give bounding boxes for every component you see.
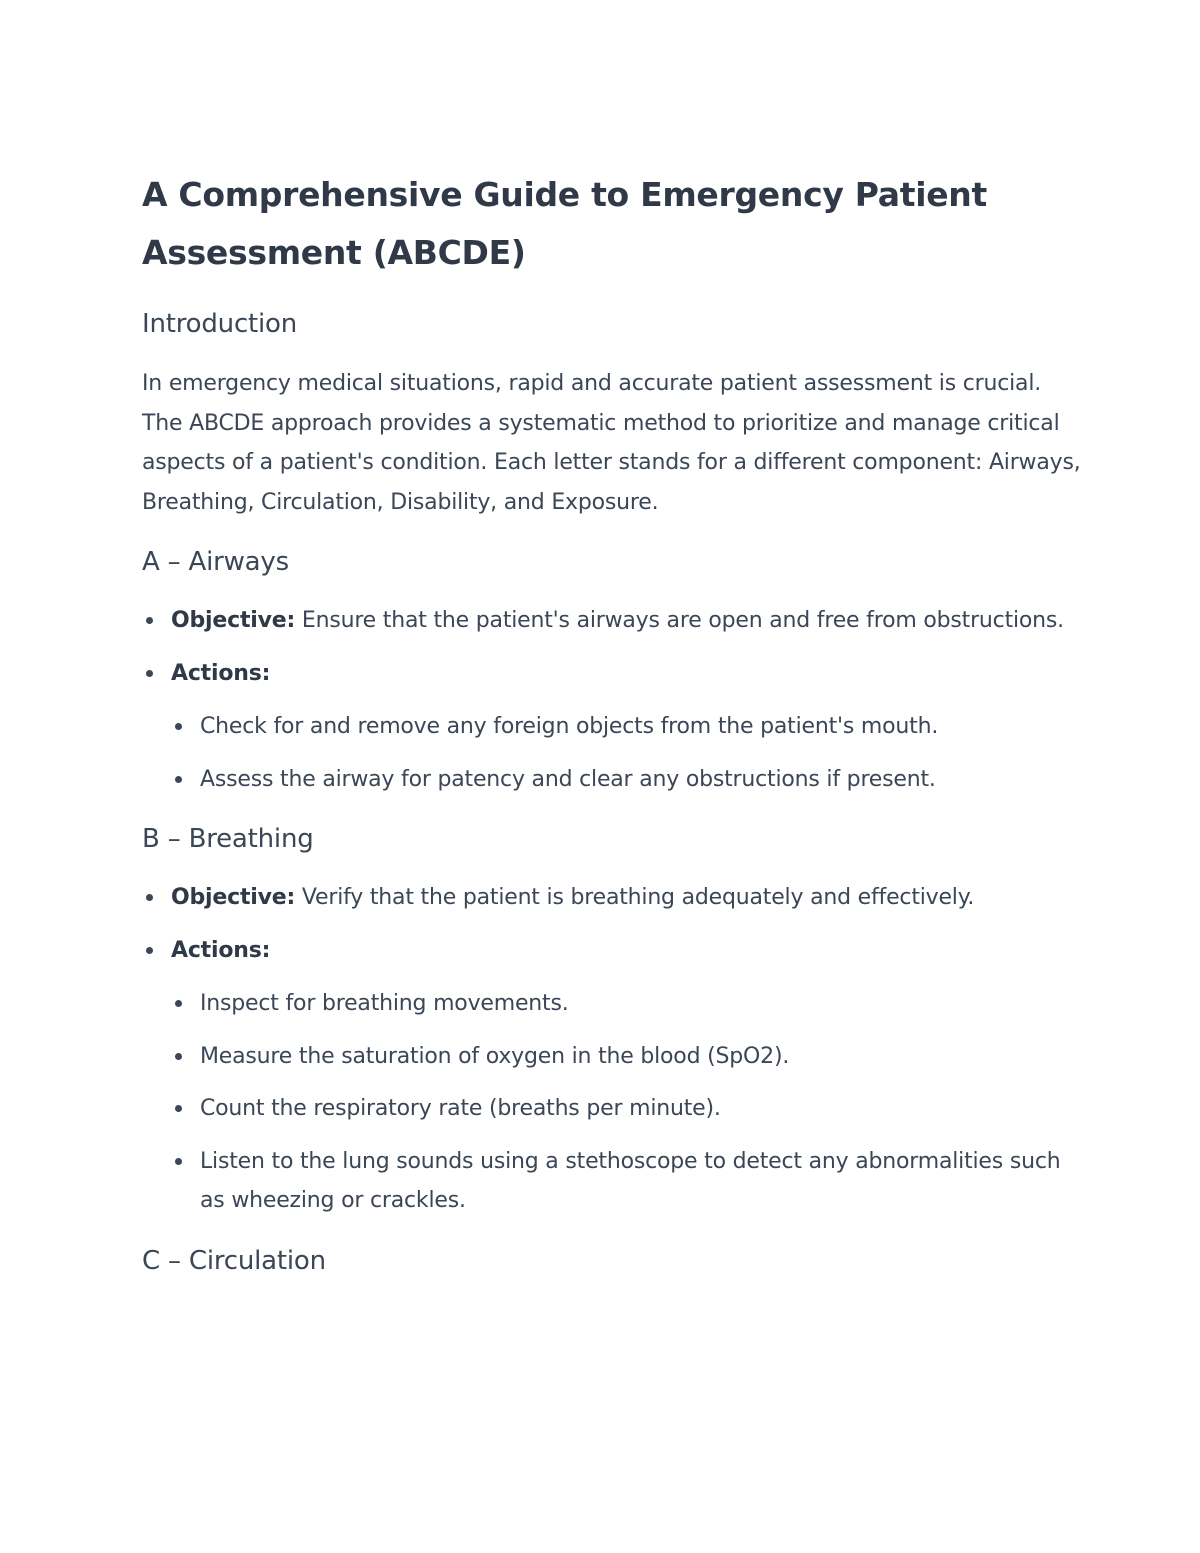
airways-action-item: Assess the airway for patency and clear any obstructions if present.: [171, 760, 1082, 800]
airways-objective-text: Ensure that the patient's airways are open and free from obstructions.: [295, 608, 1064, 633]
airways-objective-item: [142, 601, 1082, 641]
breathing-objective-item: [142, 878, 1082, 918]
breathing-objective-label: Objective:: [171, 885, 296, 910]
breathing-list: [142, 878, 1082, 1221]
breathing-action-item: Count the respiratory rate (breaths per minute).: [171, 1089, 1082, 1129]
airways-actions-item: [142, 654, 1082, 800]
airways-actions-label: Actions:: [171, 660, 271, 686]
breathing-actions-list: [171, 984, 1082, 1221]
breathing-objective-text: Verify that the patient is breathing adequately and effectively.: [295, 885, 975, 910]
airways-heading: A – Airways: [142, 547, 289, 577]
document-title: A Comprehensive Guide to Emergency Patient Assessment (ABCDE): [142, 175, 987, 272]
breathing-action-item: Inspect for breathing movements.: [171, 984, 1082, 1024]
breathing-heading: B – Breathing: [142, 824, 314, 854]
breathing-actions-label: Actions:: [171, 937, 271, 963]
breathing-action-item: Listen to the lung sounds using a stethoscope to detect any abnormalities such as wheezing or crackles.: [171, 1142, 1082, 1221]
document-page: [142, 166, 1082, 1279]
airways-list: [142, 601, 1082, 799]
introduction-heading: Introduction: [142, 309, 298, 339]
airways-objective-label: Objective:: [171, 608, 296, 633]
breathing-actions-item: [142, 931, 1082, 1221]
airways-action-item: Check for and remove any foreign objects from the patient's mouth.: [171, 707, 1082, 747]
circulation-heading: C – Circulation: [142, 1245, 326, 1276]
introduction-paragraph: In emergency medical situations, rapid and accurate patient assessment is crucial. The ABCDE approach provides a systematic method to prioritize and manage critical aspects of a patient's condition. Each letter stands for a different component: Airways, Breathing, Circulation, Disability, and Exposure.: [142, 371, 1081, 515]
airways-actions-list: [171, 707, 1082, 799]
breathing-action-item: Measure the saturation of oxygen in the blood (SpO2).: [171, 1037, 1082, 1077]
